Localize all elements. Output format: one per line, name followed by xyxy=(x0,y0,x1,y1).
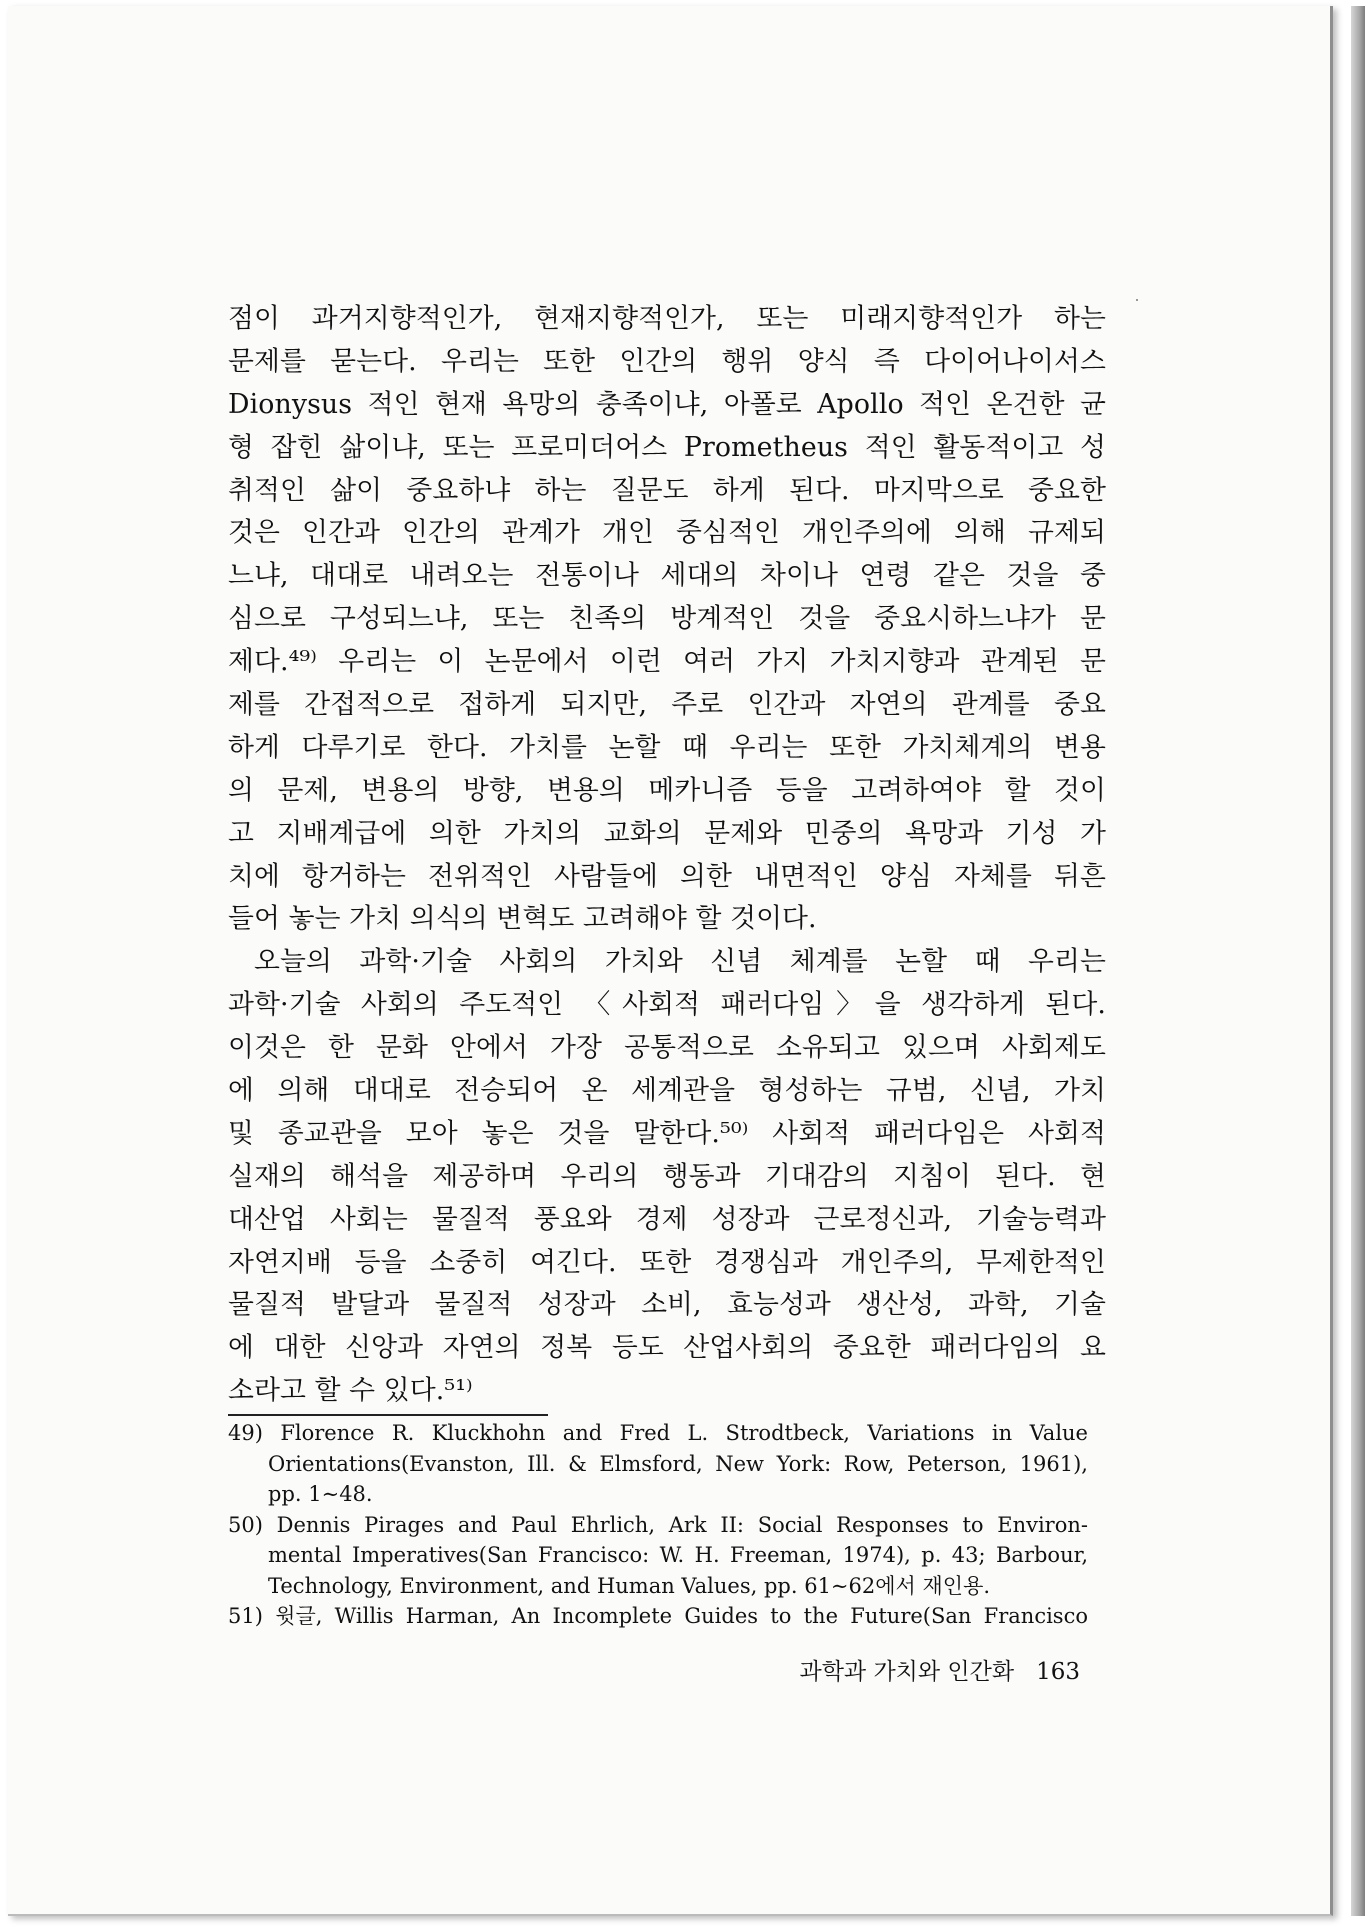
footnote-49-cont: Orientations(Evanston, Ill. & Elmsford, New York: Row, Peterson, 1961), xyxy=(268,1451,1088,1476)
body-line: 문제를 묻는다. 우리는 또한 인간의 행위 양식 즉 다이어나이서스 xyxy=(228,345,1106,377)
paragraph-start-line: 오늘의 과학·기술 사회의 가치와 신념 체계를 논할 때 우리는 xyxy=(254,946,1106,978)
body-line: 의 문제, 변용의 방향, 변용의 메카니즘 등을 고려하여야 할 것이 xyxy=(228,774,1106,806)
body-line: 하게 다루기로 한다. 가치를 논할 때 우리는 또한 가치체계의 변용 xyxy=(228,731,1106,763)
body-line: 것은 인간과 인간의 관계가 개인 중심적인 개인주의에 의해 규제되 xyxy=(228,517,1106,549)
footnote-50-cont: Technology, Environment, and Human Values, pp. 61∼62에서 재인용. xyxy=(268,1573,991,1598)
body-line: 형 잡힌 삶이냐, 또는 프로미더어스 Prometheus 적인 활동적이고 성 xyxy=(228,431,1106,463)
body-line: Dionysus 적인 현재 욕망의 충족이냐, 아폴로 Apollo 적인 온건한 균 xyxy=(228,388,1106,420)
body-text xyxy=(228,298,1106,1413)
footnotes xyxy=(228,1418,1088,1632)
body-line: 느냐, 대대로 내려오는 전통이나 세대의 차이나 연령 같은 것을 중 xyxy=(228,560,1106,592)
body-line: 대산업 사회는 물질적 풍요와 경제 성장과 근로정신과, 기술능력과 xyxy=(228,1203,1106,1235)
body-line: 실재의 해석을 제공하며 우리의 행동과 기대감의 지침이 된다. 현 xyxy=(228,1160,1106,1192)
body-line: 치에 항거하는 전위적인 사람들에 의한 내면적인 양심 자체를 뒤흔 xyxy=(228,860,1106,892)
footnote-divider xyxy=(228,1414,548,1416)
page-edge-shadow xyxy=(1351,6,1365,1916)
paragraph-end-line: 소라고 할 수 있다.⁵¹⁾ xyxy=(228,1375,473,1407)
scan-speck xyxy=(1136,299,1138,301)
body-line: 제를 간접적으로 접하게 되지만, 주로 인간과 자연의 관계를 중요 xyxy=(228,689,1106,721)
paragraph-end-line: 들어 놓는 가치 의식의 변혁도 고려해야 할 것이다. xyxy=(228,903,817,935)
body-line: 고 지배계급에 의한 가치의 교화의 문제와 민중의 욕망과 기성 가 xyxy=(228,817,1106,849)
body-line: 심으로 구성되느냐, 또는 친족의 방계적인 것을 중요시하느냐가 문 xyxy=(228,603,1106,635)
page-number: 163 xyxy=(1036,1659,1080,1685)
footnote-51: 51) 윗글, Willis Harman, An Incomplete Guides to the Future(San Francisco xyxy=(228,1604,1088,1628)
body-line: 및 종교관을 모아 놓은 것을 말한다.⁵⁰⁾ 사회적 패러다임은 사회적 xyxy=(228,1117,1106,1149)
body-line: 자연지배 등을 소중히 여긴다. 또한 경쟁심과 개인주의, 무제한적인 xyxy=(228,1246,1106,1278)
body-line: 과학·기술 사회의 주도적인 〈사회적 패러다임〉을 생각하게 된다. xyxy=(228,989,1106,1021)
body-line: 이것은 한 문화 안에서 가장 공통적으로 소유되고 있으며 사회제도 xyxy=(228,1032,1106,1064)
footnote-49-cont: pp. 1∼48. xyxy=(268,1482,373,1506)
footnote-50: 50) Dennis Pirages and Paul Ehrlich, Ark II: Social Responses to Environ- xyxy=(228,1512,1088,1537)
running-title: 과학과 가치와 인간화 xyxy=(799,1659,1015,1685)
footnote-50-cont: mental Imperatives(San Francisco: W. H. Freeman, 1974), p. 43; Barbour, xyxy=(268,1543,1088,1567)
page-footer xyxy=(728,1653,1080,1686)
body-line: 에 대한 신앙과 자연의 정복 등도 산업사회의 중요한 패러다임의 요 xyxy=(228,1332,1106,1364)
footnote-49: 49) Florence R. Kluckhohn and Fred L. Strodtbeck, Variations in Value xyxy=(228,1421,1088,1445)
body-line: 취적인 삶이 중요하냐 하는 질문도 하게 된다. 마지막으로 중요한 xyxy=(228,474,1106,506)
body-line: 점이 과거지향적인가, 현재지향적인가, 또는 미래지향적인가 하는 xyxy=(228,303,1106,334)
body-line: 제다.⁴⁹⁾ 우리는 이 논문에서 이런 여러 가지 가치지향과 관계된 문 xyxy=(228,646,1106,678)
body-line: 에 의해 대대로 전승되어 온 세계관을 형성하는 규범, 신념, 가치 xyxy=(228,1075,1106,1107)
body-line: 물질적 발달과 물질적 성장과 소비, 효능성과 생산성, 과학, 기술 xyxy=(228,1289,1106,1321)
